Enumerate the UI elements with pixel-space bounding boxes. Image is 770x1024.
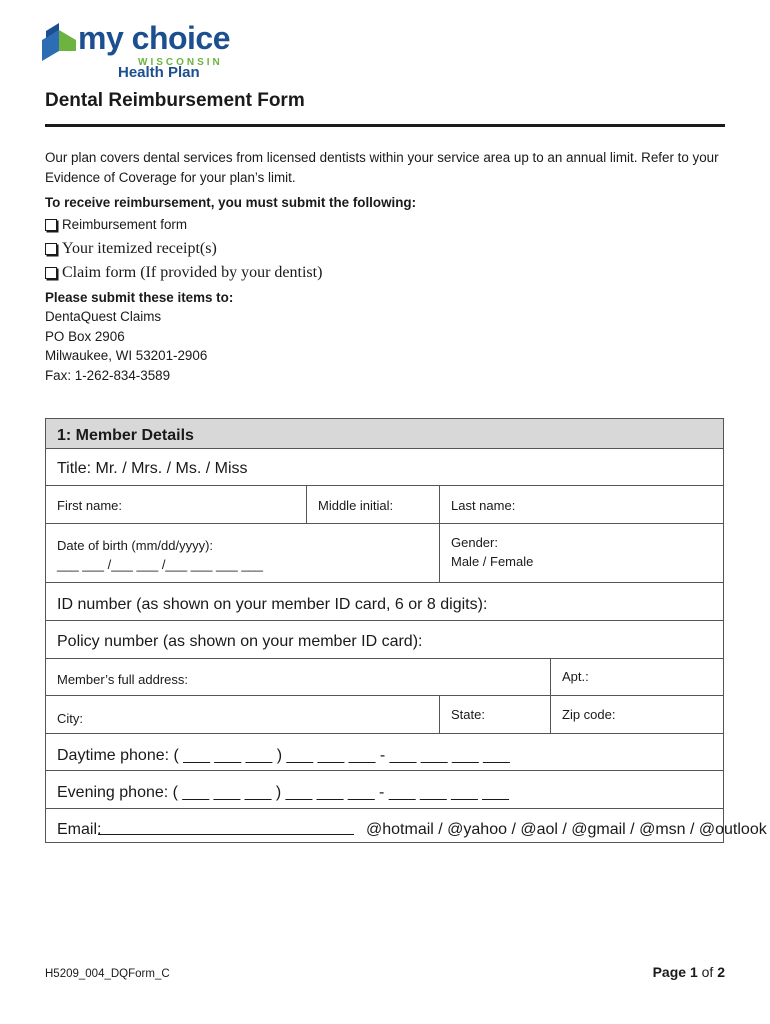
submit-to-heading: Please submit these items to: — [45, 290, 234, 305]
address-line: DentaQuest Claims — [45, 309, 162, 324]
address-label: Member’s full address: — [57, 672, 189, 687]
daytime-phone-row[interactable] — [46, 734, 723, 771]
date-of-birth-field[interactable] — [46, 524, 439, 582]
state-field[interactable] — [439, 696, 550, 733]
email-blank-line[interactable] — [98, 822, 354, 835]
middle-initial-label: Middle initial: — [318, 498, 394, 513]
name-row — [46, 486, 723, 524]
title-row[interactable] — [46, 449, 723, 486]
evening-phone-row[interactable] — [46, 771, 723, 809]
daytime-phone-label: Daytime phone: ( ___ ___ ___ ) ___ ___ ___ - ___ ___ ___ ___ — [57, 747, 510, 764]
checklist-item-reimbursement-form — [45, 217, 187, 232]
page-total: 2 — [717, 964, 725, 980]
apt-label: Apt.: — [562, 669, 589, 684]
policy-number-label: Policy number (as shown on your member ID card): — [57, 633, 423, 650]
email-domain-options: @hotmail / @yahoo / @aol / @gmail / @msn / @outlook — [366, 821, 767, 838]
submission-requirements-heading: To receive reimbursement, you must submit the following: — [45, 195, 417, 210]
checklist-label: Claim form (If provided by your dentist) — [62, 264, 323, 281]
dob-label: Date of birth (mm/dd/yyyy): — [57, 538, 214, 553]
address-line: Milwaukee, WI 53201-2906 — [45, 348, 208, 363]
page-number — [653, 964, 725, 980]
checkbox-icon — [45, 219, 57, 231]
section-title: 1: Member Details — [57, 427, 194, 444]
checklist-item-itemized-receipt — [45, 240, 217, 258]
title-field[interactable]: Title: Mr. / Mrs. / Ms. / Miss — [57, 460, 248, 477]
evening-phone-label: Evening phone: ( ___ ___ ___ ) ___ ___ ___ - ___ ___ ___ ___ — [57, 784, 509, 801]
middle-initial-field[interactable] — [306, 486, 439, 523]
first-name-field[interactable] — [46, 486, 306, 523]
section-header — [46, 419, 723, 449]
form-code: H5209_004_DQForm_C — [45, 968, 170, 980]
title-divider — [45, 124, 725, 127]
page-title: Dental Reimbursement Form — [45, 90, 305, 111]
logo-wordmark: my choice — [78, 20, 231, 56]
checkbox-icon — [45, 243, 57, 255]
city-label: City: — [57, 711, 83, 726]
zip-code-field[interactable] — [550, 696, 723, 733]
page-label: Page — [652, 964, 687, 980]
email-label: Email: — [57, 821, 102, 838]
city-row — [46, 696, 723, 734]
apt-field[interactable] — [550, 659, 723, 695]
city-field[interactable] — [46, 696, 439, 733]
page-of: of — [701, 964, 714, 980]
intro-paragraph: Our plan covers dental services from licensed dentists within your service area up to an annual limit. Refer to your Evidence of Coverage for your plan’s limit. — [45, 150, 719, 185]
member-details-form — [45, 418, 767, 843]
last-name-label: Last name: — [451, 498, 516, 513]
member-address-field[interactable] — [46, 659, 550, 695]
policy-number-row[interactable] — [46, 621, 723, 659]
logo-mark-icon — [42, 23, 76, 63]
state-label: State: — [451, 707, 485, 722]
gender-field[interactable] — [439, 524, 723, 582]
gender-options: Male / Female — [451, 554, 534, 569]
first-name-label: First name: — [57, 498, 123, 513]
address-row — [46, 659, 723, 696]
page-current: 1 — [689, 964, 698, 980]
address-line: PO Box 2906 — [45, 329, 125, 344]
last-name-field[interactable] — [439, 486, 723, 523]
checkbox-icon — [45, 267, 57, 279]
id-number-row[interactable] — [46, 583, 723, 621]
checklist-label: Your itemized receipt(s) — [62, 240, 217, 257]
zip-label: Zip code: — [562, 707, 616, 722]
id-number-label: ID number (as shown on your member ID card, 6 or 8 digits): — [57, 596, 488, 613]
dob-blank: ___ ___ /___ ___ /___ ___ ___ ___ — [57, 557, 264, 572]
checklist-label: Reimbursement form — [62, 217, 188, 232]
logo-state: WISCONSIN — [138, 57, 223, 68]
health-plan-logo — [42, 20, 232, 86]
dob-gender-row — [46, 524, 723, 583]
logo-plan: Health Plan — [118, 64, 200, 81]
checklist-item-claim-form — [45, 264, 322, 282]
gender-label: Gender: — [451, 535, 498, 550]
fax-line: Fax: 1-262-834-3589 — [45, 368, 171, 383]
email-row[interactable] — [46, 809, 767, 844]
